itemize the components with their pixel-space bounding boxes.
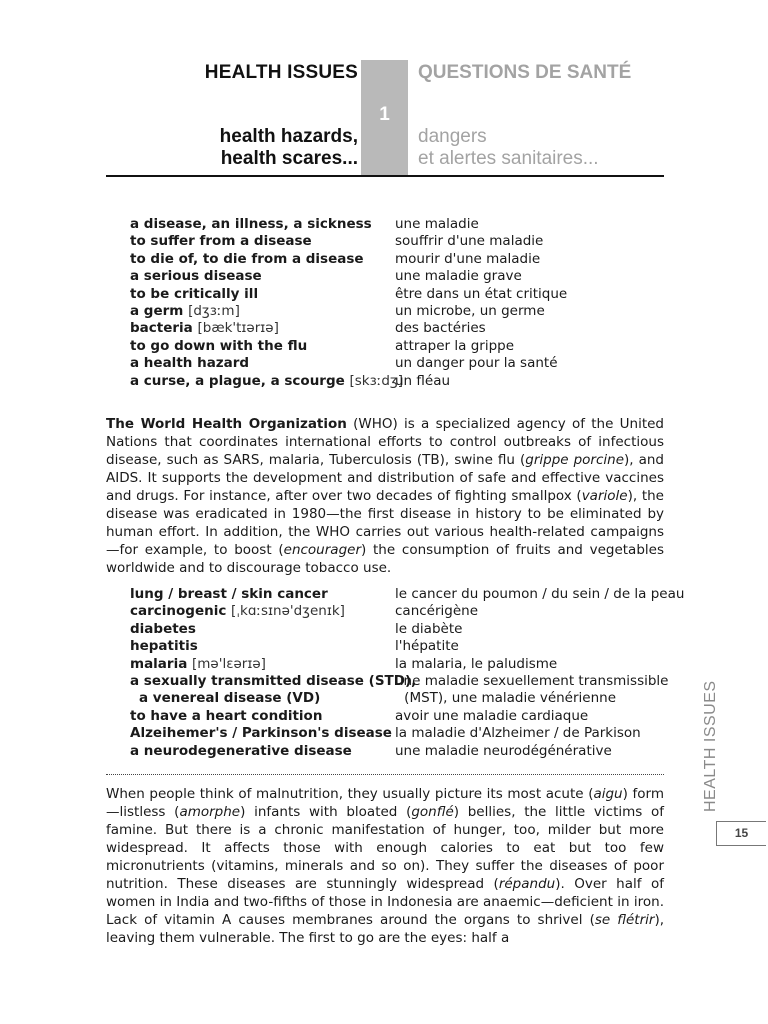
vocab-translation: avoir une maladie cardiaque xyxy=(395,707,589,724)
vocab-row xyxy=(130,320,670,337)
vocab-term: a venereal disease (VD) xyxy=(139,690,321,707)
vocab-row xyxy=(130,355,670,372)
pronunciation: [skɜːdʒ] xyxy=(349,372,403,389)
vocab-term: a sexually transmitted disease (STD), xyxy=(130,673,417,690)
subtitle-line: et alertes sanitaires... xyxy=(418,148,599,169)
vocab-translation: un microbe, un germe xyxy=(395,303,545,320)
vocab-translation: une maladie grave xyxy=(395,268,522,285)
vocab-term: a neurodegenerative disease xyxy=(130,742,352,759)
vocab-term: a serious disease xyxy=(130,268,262,285)
pronunciation: [mə'lɛərɪə] xyxy=(192,655,266,672)
vocab-term: carcinogenic [ˌkɑːsɪnə'dʒenɪk] xyxy=(130,603,345,620)
vocab-term: Alzeihemer's / Parkinson's disease xyxy=(130,725,392,742)
vocab-row xyxy=(130,338,670,355)
vocab-translation: attraper la grippe xyxy=(395,337,515,354)
vocab-row xyxy=(130,303,670,320)
vocab-translation: un fléau xyxy=(395,372,451,389)
header-rule xyxy=(106,175,664,177)
vocab-term: lung / breast / skin cancer xyxy=(130,586,328,602)
vocab-row xyxy=(130,373,670,390)
pronunciation: [dʒɜːm] xyxy=(188,303,240,320)
subtitle-line: dangers xyxy=(418,126,487,147)
section-number: 1 xyxy=(379,104,390,125)
malnutrition-paragraph: When people think of malnutrition, they usually picture its most acute (aigu) form—listless (amorphe) infants with bloated (gonflé) bellies, the little victims of famine. But there is a chronic manifestation of hunger, too, milder but more widespread. It affects those with enough calories to eat but too few micronutrients (vitamins, minerals and so on). They suffer the diseases of poor nutrition. These diseases are stunningly widespread (répandu). Over half of women in India and two-fifths of those in Indonesia are anaemic—deficient in iron. Lack of vitamin A causes membranes around the organs to shrivel (se flétrir), leaving them vulnerable. The first to go are the eyes: half a xyxy=(106,786,665,946)
vocab-translation: une maladie neurodégénérative xyxy=(395,742,612,759)
page-title-french: QUESTIONS DE SANTÉ xyxy=(418,62,632,83)
vocab-row xyxy=(130,603,670,620)
vocab-term: to go down with the flu xyxy=(130,337,308,354)
vocab-row xyxy=(130,251,670,268)
vocab-translation: souffrir d'une maladie xyxy=(395,233,544,250)
vocab-row xyxy=(130,673,670,690)
vocab-row xyxy=(130,690,670,707)
vocab-term: malaria [mə'lɛərɪə] xyxy=(130,655,266,672)
vocab-row xyxy=(130,268,670,285)
vocab-row xyxy=(130,233,670,250)
lead-term: The World Health Organization xyxy=(106,416,347,432)
vocab-term: a curse, a plague, a scourge [skɜːdʒ] xyxy=(130,372,403,389)
page-title: HEALTH ISSUES xyxy=(204,62,358,83)
subtitle-line: health scares... xyxy=(220,148,358,169)
vocab-translation: mourir d'une maladie xyxy=(395,250,541,267)
vocab-translation: l'hépatite xyxy=(395,638,459,655)
vocab-term: hepatitis xyxy=(130,638,198,655)
vocab-translation: le diabète xyxy=(395,620,463,637)
vocab-row xyxy=(130,656,670,673)
vocab-translation: une maladie xyxy=(395,216,479,232)
vocab-term: a disease, an illness, a sickness xyxy=(130,216,372,232)
subtitle-french xyxy=(418,126,678,170)
vocab-translation: la maladie d'Alzheimer / de Parkison xyxy=(395,725,641,742)
vocab-term: a germ [dʒɜːm] xyxy=(130,303,240,320)
vocab-row xyxy=(130,586,685,603)
vocab-row xyxy=(130,638,670,655)
vocab-row xyxy=(130,725,670,742)
vocab-term: a health hazard xyxy=(130,355,250,372)
vocab-row xyxy=(130,708,670,725)
vocab-translation: des bactéries xyxy=(395,320,486,337)
vocab-term: diabetes xyxy=(130,620,196,637)
side-tab-label: HEALTH ISSUES xyxy=(702,680,719,812)
vocab-term: to be critically ill xyxy=(130,285,259,302)
page-number: 15 xyxy=(716,821,766,846)
vocab-translation: un danger pour la santé xyxy=(395,355,558,372)
subtitle-english xyxy=(106,126,358,170)
vocabulary-list xyxy=(130,216,670,390)
pronunciation: [ˌkɑːsɪnə'dʒenɪk] xyxy=(231,603,345,620)
vocab-row xyxy=(130,216,670,233)
subtitle-line: health hazards, xyxy=(219,126,358,147)
vocab-row xyxy=(130,621,670,638)
vocab-term: to have a heart condition xyxy=(130,707,323,724)
vocab-term: bacteria [bæk'tɪərɪə] xyxy=(130,320,279,337)
pronunciation: [bæk'tɪərɪə] xyxy=(197,320,279,337)
dotted-divider xyxy=(106,774,664,775)
header-french xyxy=(418,60,678,170)
vocab-term: to suffer from a disease xyxy=(130,233,312,250)
vocab-translation: une maladie sexuellement transmissible xyxy=(395,673,669,690)
vocab-term: to die of, to die from a disease xyxy=(130,250,364,267)
vocab-row xyxy=(130,743,670,760)
vocab-translation: cancérigène xyxy=(395,603,479,620)
vocab-row xyxy=(130,286,670,303)
who-paragraph: The World Health Organization (WHO) is a specialized agency of the United Nations that coordinates international efforts to control outbreaks of infectious disease, such as SARS, malaria, Tuberculosis (TB), swine flu (grippe porcine), and AIDS. It supports the development and distribution of safe and effective vaccines and drugs. For instance, after over two decades of fighting smallpox (variole), the disease was eradicated in 1980—the first disease in history to be eliminated by human effort. In addition, the WHO carries out various health-related campaigns—for example, to boost (encourager) the consumption of fruits and vegetables worldwide and to discourage tobacco use. xyxy=(106,416,664,576)
vocabulary-list-diseases xyxy=(130,586,685,760)
header-english xyxy=(106,60,358,170)
vocab-translation: la malaria, le paludisme xyxy=(395,655,558,672)
vocab-translation: (MST), une maladie vénérienne xyxy=(404,690,617,707)
vocab-translation: le cancer du poumon / du sein / de la peau xyxy=(395,586,685,602)
vocab-translation: être dans un état critique xyxy=(395,285,568,302)
